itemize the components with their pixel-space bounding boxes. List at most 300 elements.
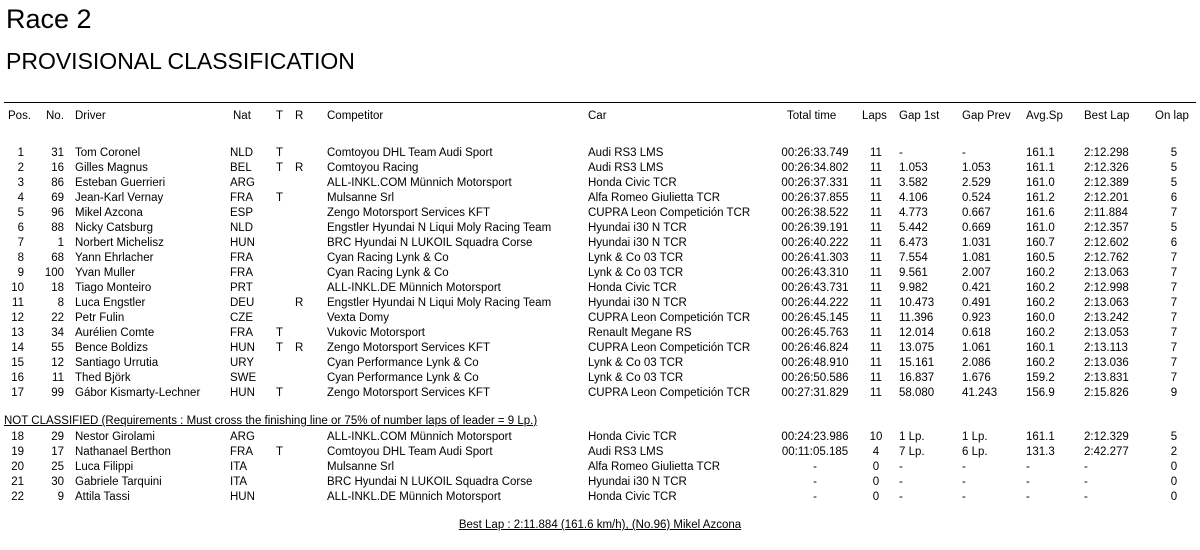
cell-laps: 10 [869,431,883,443]
cell-driver: Yvan Muller [75,267,136,279]
cell-laps: 11 [870,267,882,279]
cell-gap-prev: 0.669 [962,222,991,234]
cell-pos: 3 [17,177,24,189]
cell-pos: 13 [11,327,24,339]
cell-driver: Gilles Magnus [75,162,148,174]
cell-best-lap: - [1084,491,1088,503]
cell-gap-prev: - [962,461,966,473]
table-row [0,191,1200,206]
cell-best-lap: 2:12.998 [1084,282,1129,294]
table-row [0,221,1200,236]
cell-no: 8 [57,297,64,309]
table-row [0,371,1200,386]
cell-avg-speed: 160.2 [1026,267,1055,279]
table-row [0,176,1200,191]
cell-avg-speed: 160.1 [1026,342,1055,354]
cell-pos: 6 [17,222,24,234]
table-row [0,146,1200,161]
cell-driver: Yann Ehrlacher [75,252,154,264]
cell-nat: NLD [230,147,254,159]
cell-total-time: 00:26:45.763 [781,327,849,339]
cell-no: 69 [51,192,64,204]
cell-car: Honda Civic TCR [588,491,677,503]
cell-competitor: Mulsanne Srl [327,461,395,473]
cell-on-lap: 5 [1170,147,1178,159]
cell-driver: Luca Filippi [75,461,134,473]
cell-t: T [276,162,284,174]
cell-gap-1st: 9.982 [899,282,928,294]
cell-nat: URY [230,357,255,369]
cell-laps: 11 [870,387,882,399]
cell-car: Honda Civic TCR [588,431,677,443]
cell-driver: Gábor Kismarty-Lechner [75,387,201,399]
cell-laps: 11 [870,177,882,189]
cell-best-lap: 2:13.113 [1084,342,1128,354]
cell-car: Honda Civic TCR [588,282,677,294]
cell-on-lap: 7 [1170,252,1178,264]
cell-gap-1st: 4.773 [899,207,928,219]
cell-gap-prev: 6 Lp. [962,446,988,458]
cell-laps: 0 [872,476,880,488]
cell-pos: 11 [12,297,24,309]
cell-r: R [295,297,304,309]
cell-laps: 11 [870,207,882,219]
cell-laps: 11 [870,342,882,354]
cell-no: 18 [51,282,64,294]
cell-laps: 11 [870,282,882,294]
cell-total-time: 00:26:50.586 [781,372,849,384]
cell-pos: 14 [11,342,24,354]
cell-total-time: 00:24:23.986 [781,431,849,443]
table-row [0,475,1200,490]
cell-car: Audi RS3 LMS [588,446,664,458]
cell-competitor: Comtoyou DHL Team Audi Sport [327,446,493,458]
cell-pos: 15 [11,357,24,369]
table-row [0,460,1200,475]
header-competitor: Competitor [327,110,384,122]
cell-on-lap: 5 [1170,177,1178,189]
cell-pos: 12 [11,312,24,324]
cell-total-time: 00:26:39.191 [781,222,849,234]
cell-avg-speed: 161.6 [1026,207,1055,219]
cell-nat: FRA [230,192,253,204]
cell-laps: 11 [870,222,882,234]
cell-car: Alfa Romeo Giulietta TCR [588,461,721,473]
cell-no: 100 [44,267,64,279]
cell-driver: Nestor Girolami [75,431,155,443]
cell-competitor: BRC Hyundai N LUKOIL Squadra Corse [327,237,533,249]
table-row [0,356,1200,371]
cell-car: Alfa Romeo Giulietta TCR [588,192,721,204]
cell-gap-prev: 1 Lp. [962,431,988,443]
cell-no: 34 [51,327,64,339]
best-lap-text: Best Lap : 2:11.884 (161.6 km/h), (No.96) Mikel Azcona [458,519,742,531]
cell-total-time: 00:26:34.802 [781,162,849,174]
cell-gap-prev: 1.081 [962,252,991,264]
cell-on-lap: 7 [1170,342,1178,354]
cell-gap-prev: 1.676 [962,372,991,384]
cell-pos: 10 [11,282,24,294]
cell-avg-speed: 161.1 [1026,162,1055,174]
cell-laps: 11 [870,372,882,384]
cell-no: 68 [51,252,64,264]
cell-driver: Thed Björk [75,372,131,384]
cell-gap-prev: 0.524 [962,192,991,204]
cell-on-lap: 7 [1170,327,1178,339]
cell-laps: 11 [870,297,882,309]
header-total-time: Total time [787,110,837,122]
cell-laps: 11 [870,327,882,339]
cell-no: 99 [51,387,64,399]
cell-competitor: Engstler Hyundai N Liqui Moly Racing Team [327,297,552,309]
cell-gap-prev: 1.061 [962,342,991,354]
cell-total-time: 00:26:48.910 [781,357,849,369]
cell-best-lap: 2:12.201 [1084,192,1129,204]
cell-r: R [295,162,304,174]
table-row [0,341,1200,356]
cell-avg-speed: - [1026,476,1030,488]
cell-car: CUPRA Leon Competición TCR [588,387,751,399]
cell-nat: FRA [230,327,253,339]
cell-driver: Esteban Guerrieri [75,177,166,189]
cell-car: Audi RS3 LMS [588,162,664,174]
cell-best-lap: 2:11.884 [1084,207,1128,219]
table-row [0,445,1200,460]
cell-car: CUPRA Leon Competición TCR [588,207,751,219]
cell-gap-1st: 12.014 [899,327,935,339]
cell-no: 55 [51,342,64,354]
best-lap-footer [0,518,1200,533]
cell-nat: ARG [230,431,255,443]
cell-gap-1st: - [899,461,903,473]
cell-total-time: 00:26:45.145 [781,312,849,324]
cell-nat: BEL [230,162,252,174]
cell-no: 25 [51,461,64,473]
cell-car: Hyundai i30 N TCR [588,476,687,488]
cell-best-lap: 2:12.329 [1084,431,1129,443]
cell-pos: 2 [17,162,24,174]
cell-gap-1st: 9.561 [899,267,928,279]
cell-nat: FRA [230,446,253,458]
cell-nat: SWE [230,372,257,384]
cell-gap-1st: 13.075 [899,342,935,354]
cell-gap-1st: - [899,147,903,159]
cell-best-lap: 2:13.242 [1084,312,1129,324]
cell-gap-1st: 1 Lp. [899,431,925,443]
cell-laps: 11 [870,357,882,369]
cell-no: 88 [51,222,64,234]
cell-on-lap: 2 [1170,446,1178,458]
cell-laps: 4 [872,446,880,458]
cell-pos: 19 [11,446,24,458]
header-laps: Laps [862,110,887,122]
cell-pos: 22 [11,491,24,503]
header-gap-prev: Gap Prev [962,110,1011,122]
cell-gap-1st: - [899,491,903,503]
cell-nat: HUN [230,342,255,354]
cell-gap-prev: 0.421 [962,282,991,294]
cell-driver: Tom Coronel [75,147,141,159]
cell-no: 31 [51,147,64,159]
cell-gap-1st: 7 Lp. [899,446,925,458]
cell-avg-speed: 159.2 [1026,372,1055,384]
cell-total-time: 00:26:37.855 [781,192,849,204]
cell-driver: Tiago Monteiro [75,282,152,294]
cell-total-time: 00:27:31.829 [781,387,849,399]
cell-avg-speed: 161.1 [1026,431,1055,443]
cell-gap-prev: 2.007 [962,267,991,279]
header-divider [4,102,1196,103]
cell-total-time: 00:26:46.824 [781,342,849,354]
cell-avg-speed: 160.2 [1026,282,1055,294]
cell-t: T [276,192,284,204]
cell-no: 11 [52,372,64,384]
table-row [0,326,1200,341]
cell-gap-prev: 2.529 [962,177,991,189]
cell-on-lap: 5 [1170,162,1178,174]
cell-on-lap: 7 [1170,312,1178,324]
cell-nat: FRA [230,252,253,264]
cell-total-time: 00:26:37.331 [781,177,849,189]
cell-gap-prev: 0.491 [962,297,991,309]
cell-avg-speed: 160.2 [1026,357,1055,369]
cell-no: 1 [57,237,64,249]
cell-nat: FRA [230,267,253,279]
cell-total-time: - [813,476,817,488]
cell-car: Hyundai i30 N TCR [588,222,687,234]
cell-competitor: Cyan Performance Lynk & Co [327,372,479,384]
cell-best-lap: 2:13.053 [1084,327,1129,339]
cell-nat: ARG [230,177,255,189]
cell-pos: 20 [11,461,24,473]
cell-driver: Norbert Michelisz [75,237,164,249]
header-car: Car [588,110,607,122]
cell-best-lap: 2:42.277 [1084,446,1129,458]
cell-gap-1st: 15.161 [899,357,935,369]
cell-competitor: ALL-INKL.DE Münnich Motorsport [327,282,501,294]
cell-best-lap: 2:12.298 [1084,147,1129,159]
table-row [0,251,1200,266]
cell-best-lap: 2:12.602 [1084,237,1129,249]
cell-nat: PRT [230,282,253,294]
table-row [0,311,1200,326]
cell-competitor: Engstler Hyundai N Liqui Moly Racing Team [327,222,552,234]
cell-t: T [276,147,284,159]
cell-total-time: - [813,491,817,503]
cell-total-time: 00:26:41.303 [781,252,849,264]
cell-on-lap: 6 [1170,192,1178,204]
cell-gap-1st: 58.080 [899,387,935,399]
table-row [0,386,1200,401]
header-r: R [295,110,304,122]
cell-competitor: Zengo Motorsport Services KFT [327,387,490,399]
cell-on-lap: 7 [1170,297,1178,309]
cell-competitor: ALL-INKL.DE Münnich Motorsport [327,491,501,503]
header-driver: Driver [75,110,106,122]
cell-gap-prev: 0.618 [962,327,991,339]
cell-pos: 18 [11,431,24,443]
header-t: T [276,110,284,122]
table-row [0,206,1200,221]
cell-no: 96 [51,207,64,219]
table-row [0,161,1200,176]
cell-car: Hyundai i30 N TCR [588,237,687,249]
cell-driver: Mikel Azcona [75,207,143,219]
cell-gap-prev: 2.086 [962,357,991,369]
page-subtitle: PROVISIONAL CLASSIFICATION [6,48,355,74]
cell-driver: Attila Tassi [75,491,130,503]
cell-laps: 11 [870,237,882,249]
cell-nat: CZE [230,312,253,324]
cell-gap-prev: - [962,476,966,488]
cell-pos: 5 [17,207,24,219]
cell-nat: HUN [230,237,255,249]
cell-car: Hyundai i30 N TCR [588,297,687,309]
cell-gap-1st: 5.442 [899,222,928,234]
cell-on-lap: 0 [1170,491,1178,503]
header-nat: Nat [233,110,251,122]
cell-car: CUPRA Leon Competición TCR [588,312,751,324]
cell-pos: 17 [11,387,24,399]
cell-no: 22 [51,312,64,324]
cell-gap-prev: 1.053 [962,162,991,174]
cell-laps: 0 [872,491,880,503]
table-row [0,236,1200,251]
cell-gap-1st: 4.106 [899,192,928,204]
cell-best-lap: 2:12.389 [1084,177,1129,189]
cell-on-lap: 9 [1170,387,1178,399]
cell-on-lap: 5 [1170,431,1178,443]
cell-on-lap: 6 [1170,237,1178,249]
cell-laps: 11 [870,192,882,204]
cell-t: T [276,342,284,354]
cell-laps: 11 [870,312,882,324]
cell-gap-1st: 3.582 [899,177,928,189]
cell-competitor: Vukovic Motorsport [327,327,425,339]
cell-competitor: Vexta Domy [327,312,389,324]
cell-gap-1st: 7.554 [899,252,928,264]
cell-car: Lynk & Co 03 TCR [588,357,684,369]
cell-best-lap: 2:13.036 [1084,357,1129,369]
table-row [0,281,1200,296]
cell-best-lap: - [1084,476,1088,488]
cell-nat: HUN [230,491,255,503]
cell-car: CUPRA Leon Competición TCR [588,342,751,354]
cell-pos: 8 [17,252,24,264]
cell-total-time: 00:11:05.185 [781,446,849,458]
cell-gap-prev: 41.243 [962,387,998,399]
cell-gap-1st: 16.837 [899,372,935,384]
cell-nat: DEU [230,297,255,309]
cell-gap-prev: 0.923 [962,312,991,324]
cell-total-time: 00:26:43.310 [781,267,849,279]
cell-avg-speed: 160.2 [1026,297,1055,309]
cell-pos: 7 [17,237,24,249]
cell-competitor: Zengo Motorsport Services KFT [327,207,490,219]
cell-gap-1st: 11.396 [899,312,934,324]
cell-gap-prev: - [962,491,966,503]
cell-avg-speed: 160.5 [1026,252,1055,264]
cell-t: T [276,327,284,339]
cell-competitor: BRC Hyundai N LUKOIL Squadra Corse [327,476,533,488]
header-pos: Pos. [8,110,32,122]
cell-avg-speed: - [1026,461,1030,473]
cell-pos: 1 [17,147,24,159]
cell-best-lap: 2:13.831 [1084,372,1129,384]
cell-best-lap: 2:13.063 [1084,297,1129,309]
cell-best-lap: 2:12.357 [1084,222,1129,234]
cell-nat: ITA [230,476,248,488]
cell-gap-prev: 1.031 [962,237,991,249]
cell-competitor: Comtoyou DHL Team Audi Sport [327,147,493,159]
cell-laps: 11 [870,162,882,174]
cell-t: T [276,446,284,458]
cell-pos: 21 [11,476,24,488]
cell-car: Lynk & Co 03 TCR [588,372,684,384]
header-on-lap: On lap [1155,110,1189,122]
table-header-row [0,109,1200,124]
cell-avg-speed: 161.0 [1026,177,1055,189]
cell-car: Lynk & Co 03 TCR [588,267,684,279]
cell-r: R [295,342,304,354]
cell-total-time: 00:26:44.222 [781,297,849,309]
cell-no: 9 [57,491,64,503]
cell-avg-speed: 156.9 [1026,387,1055,399]
cell-gap-1st: 6.473 [899,237,928,249]
cell-laps: 11 [870,147,882,159]
cell-car: Lynk & Co 03 TCR [588,252,684,264]
cell-driver: Aurélien Comte [75,327,155,339]
cell-avg-speed: 161.1 [1026,147,1055,159]
cell-best-lap: 2:15.826 [1084,387,1129,399]
cell-driver: Bence Boldizs [75,342,148,354]
header-best-lap: Best Lap [1084,110,1130,122]
cell-best-lap: - [1084,461,1088,473]
cell-driver: Nathanael Berthon [75,446,171,458]
cell-driver: Luca Engstler [75,297,146,309]
cell-driver: Santiago Urrutia [75,357,159,369]
cell-total-time: - [813,461,817,473]
table-row [0,296,1200,311]
cell-competitor: Comtoyou Racing [327,162,419,174]
cell-nat: NLD [230,222,254,234]
cell-gap-prev: - [962,147,966,159]
cell-no: 17 [51,446,64,458]
cell-driver: Jean-Karl Vernay [75,192,164,204]
header-no: No. [46,110,64,122]
cell-avg-speed: 160.0 [1026,312,1055,324]
table-row [0,266,1200,281]
cell-best-lap: 2:12.326 [1084,162,1129,174]
cell-driver: Petr Fulin [75,312,125,324]
cell-car: Renault Megane RS [588,327,692,339]
cell-total-time: 00:26:33.749 [781,147,849,159]
cell-avg-speed: - [1026,491,1030,503]
cell-competitor: Cyan Racing Lynk & Co [327,267,449,279]
cell-no: 12 [51,357,64,369]
cell-on-lap: 0 [1170,461,1178,473]
cell-nat: ITA [230,461,248,473]
cell-competitor: Cyan Performance Lynk & Co [327,357,479,369]
cell-gap-1st: - [899,476,903,488]
cell-on-lap: 5 [1170,222,1178,234]
cell-laps: 11 [870,252,882,264]
cell-nat: ESP [230,207,254,219]
cell-gap-1st: 10.473 [899,297,935,309]
cell-no: 16 [51,162,64,174]
cell-driver: Gabriele Tarquini [75,476,162,488]
cell-competitor: Cyan Racing Lynk & Co [327,252,449,264]
